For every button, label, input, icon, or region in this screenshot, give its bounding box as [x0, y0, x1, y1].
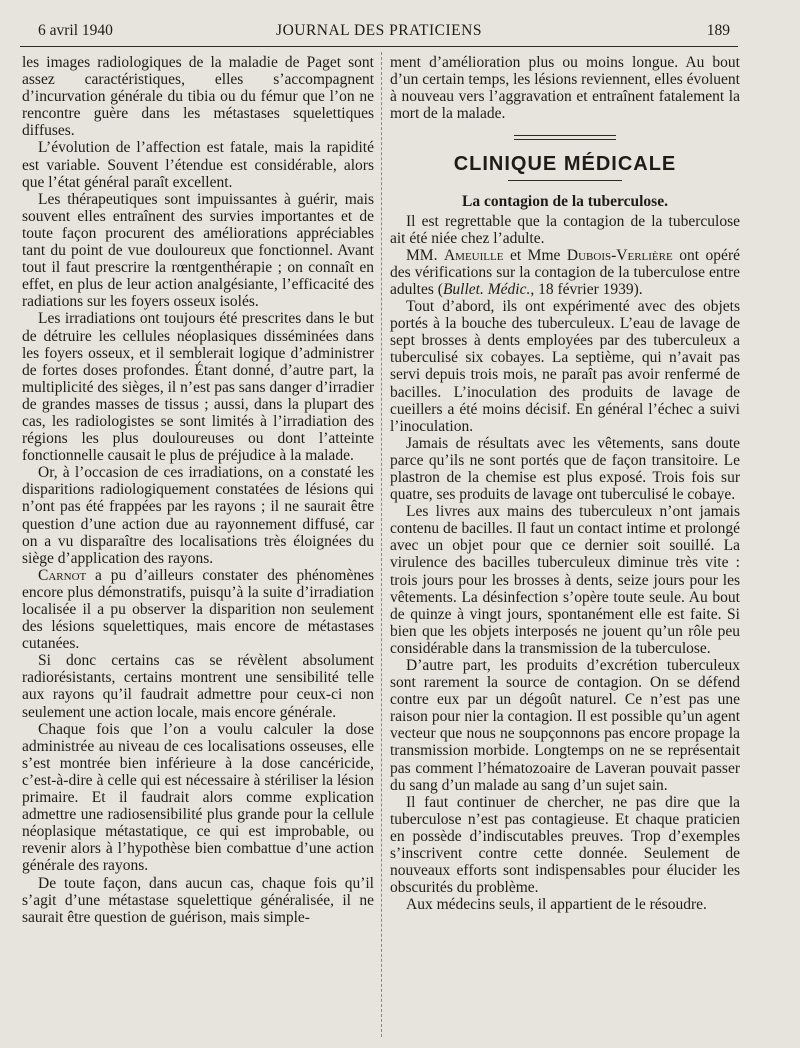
paragraph: [22, 567, 374, 652]
column-divider: [381, 52, 383, 1037]
paragraph: Si donc certains cas se révèlent absolument radiorésistants, certains montrent une sensibilité telle aux rayons qu’il faudrait admettre pour ceux-ci non seulement une action locale, mais encore générale.: [22, 652, 374, 721]
paragraph: D’autre part, les produits d’excrétion tuberculeux sont rarement la source de contagion. On se défend contre eux par un dégoût naturel. Ce n’est pas une raison pour nier la contagion. Il est possible qu’un agent vecteur que nous ne soupçonnons pas encore propage la transmission morbide. Longtemps on ne se représentait pas comment l’hématozoaire de Laveran pouvait passer du sang d’un malade au sang d’un sujet sain.: [390, 657, 740, 794]
section-title: CLINIQUE MÉDICALE: [453, 153, 677, 176]
paragraph: Les irradiations ont toujours été prescrites dans le but de détruire les cellules néoplasiques disséminées dans les foyers osseux, et il semblerait logique d’administrer de fortes doses profondes. Étant donné, d’autre part, la multiplicité des sièges, il n’est pas sans danger d’irradier de grandes masses de tissus ; aussi, dans la plupart des cas, les radiologistes se sont limités à l’irradiation des régions les plus douloureuses ou dont l’atteinte fonctionnelle causait le plus de préjudice à la malade.: [22, 310, 374, 465]
paragraph: ment d’amélioration plus ou moins longue. Au bout d’un certain temps, les lésions reviennent, elles évoluent à nouveau vers l’aggravation et entraînent fatalement la mort de la malade.: [390, 54, 740, 123]
article-title: La contagion de la tuberculose.: [462, 193, 668, 211]
page-header: [20, 18, 738, 47]
paragraph: Chaque fois que l’on a voulu calculer la dose administrée au niveau de ces localisations osseuses, elle s’est montrée bien inférieure à la dose cancéricide, c’est-à-dire à celle qui est nécessaire à stériliser la lésion primaire. Et il faudrait alors comme explication admettre une radiosensibilité plus grande pour la cellule néoplasique métastatique, ce qui est improbable, ou revenir alors à l’hypothèse bien combattue d’une action générale des rayons.: [22, 720, 374, 875]
journal-reference: Bullet. Médic.: [442, 280, 531, 298]
left-column: [22, 54, 374, 926]
author-name: Dubois-Verlière: [566, 246, 673, 264]
right-column: [390, 54, 740, 913]
paragraph: De toute façon, dans aucun cas, chaque fois qu’il s’agit d’une métastase squelettique généralisée, il ne saurait être question de guérison, mais simple-: [22, 874, 374, 926]
section-rule: [514, 135, 616, 140]
paragraph-text: a pu d’ailleurs constater des phénomènes encore plus démonstratifs, puisqu’à la suite d’irradiation localisée il a pu observer la disparition non seulement des lésions squelettiques, mais encore de métastases cutanées.: [22, 566, 374, 653]
paragraph: Il est regrettable que la contagion de la tuberculose ait été niée chez l’adulte.: [390, 212, 740, 247]
title-underline: [508, 180, 622, 181]
issue-date: 6 avril 1940: [38, 22, 113, 39]
paragraph: les images radiologiques de la maladie de Paget sont assez caractéristiques, elles s’accompagnent d’incurvation générale du tibia ou du fémur que l’on ne rencontre guère dans les métastases squelettiques diffuses.: [22, 54, 374, 140]
paragraph: Or, à l’occasion de ces irradiations, on a constaté les disparitions radiologiquement constatées de lésions qui n’ont pas été frappées par les rayons ; il ne saurait être question d’une action due au rayonnement diffusé, car on a vu disparaître des localisations très éloignées du siège d’application des rayons.: [22, 464, 374, 567]
paragraph: Tout d’abord, ils ont expérimenté avec des objets portés à la bouche des tuberculeux. L’eau de lavage de sept brosses à dents employées par des tuberculeux a tuberculisé six cobayes. La septième, qui n’avait pas servi depuis trois mois, ne paraît pas avoir renfermé de bacilles. L’inoculation des produits de lavage de cueillers a été moins décisif. En général l’échec a suivi l’inoculation.: [390, 298, 740, 435]
text-fragment: MM.: [406, 246, 444, 264]
text-fragment: et Mme: [503, 246, 567, 264]
author-name: Carnot: [38, 566, 87, 584]
journal-title: JOURNAL DES PRATICIENS: [276, 22, 482, 39]
paragraph: L’évolution de l’affection est fatale, mais la rapidité est variable. Souvent l’étendue est considérable, alors que l’état général paraît excellent.: [22, 139, 374, 191]
paragraph: Les thérapeutiques sont impuissantes à guérir, mais souvent elles entraînent des survies importantes et de toute façon procurent des améliorations appréciables tant du point de vue douloureux que fonctionnel. Avant tout il faut prescrire la rœntgenthérapie ; on connaît en effet, en plus de leur action analgésiante, l’efficacité des radiations sur les foyers osseux isolés.: [22, 190, 374, 311]
paragraph: Jamais de résultats avec les vêtements, sans doute parce qu’ils ne sont portés que de façon transitoire. Le plastron de la chemise est plus exposé. Trois fois sur quatre, ses produits de lavage ont tuberculisé le cobaye.: [390, 434, 740, 504]
paragraph: Les livres aux mains des tuberculeux n’ont jamais contenu de bacilles. Il faut un contact intime et prolongé avec un objet pour que ce dernier soit souillé. La virulence des bacilles tuberculeux diminue très vite : trois jours pour les brosses à dents, seize jours pour les vêtements. La désinfection s’opère toute seule. Au bout de quinze à vingt jours, spontanément elle est faite. Si bien que les objets interposés ne jouent qu’un rôle peu considérable dans la transmission de la tuberculose.: [390, 503, 740, 657]
paragraph: [390, 247, 740, 298]
text-fragment: ont opéré des vérifications sur la contagion de la tuberculose entre adultes (: [390, 246, 740, 298]
author-name: Ameuille: [443, 246, 504, 264]
paragraph: Aux médecins seuls, il appartient de le résoudre.: [406, 896, 707, 914]
text-fragment: , 18 février 1939).: [530, 280, 643, 298]
paragraph: Il faut continuer de chercher, ne pas dire que la tuberculose n’est pas contagieuse. Et chaque praticien en possède d’indiscutables preuves. Trop d’exemples s’inscrivent contre cette donnée. Seulement de nouveaux efforts sont indispensables pour élucider les obscurités du problème.: [390, 793, 740, 897]
page-number: 189: [706, 22, 730, 39]
